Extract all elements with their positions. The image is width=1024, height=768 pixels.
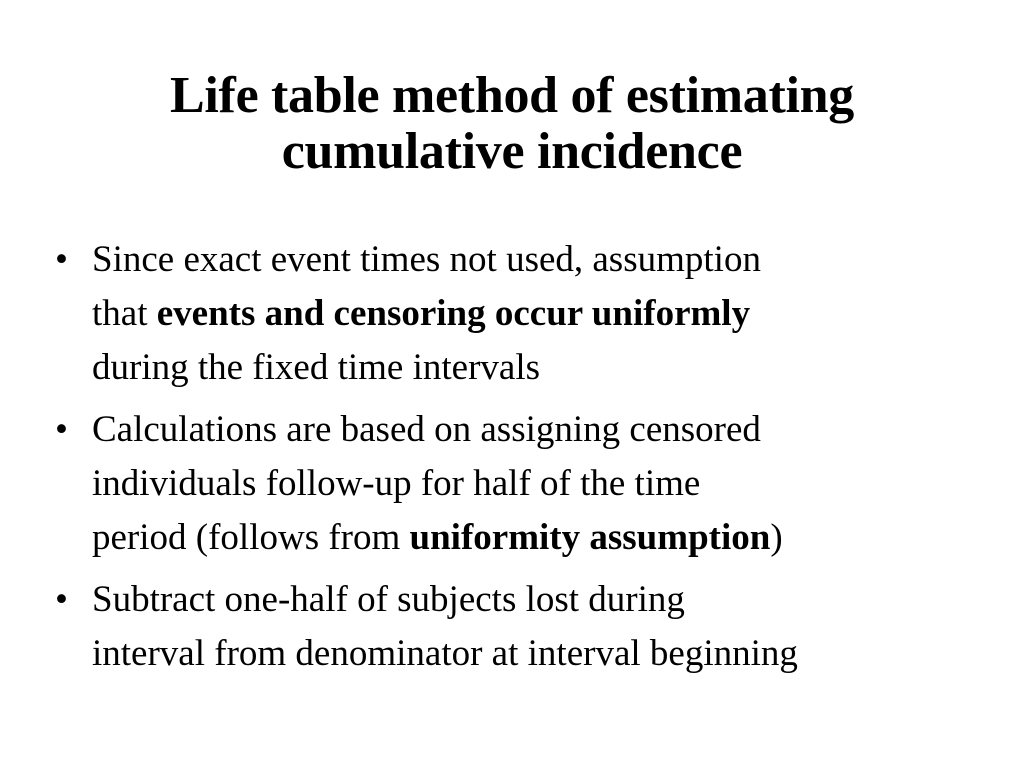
bullet-1-line-2 <box>92 287 985 341</box>
bullet-3-line-2: interval from denominator at interval beginning <box>92 633 798 674</box>
bullet-2-emphasis: uniformity assumption <box>409 517 771 558</box>
bullet-item-3 <box>55 573 985 681</box>
bullet-item-1 <box>55 233 985 395</box>
bullet-2-line-2: individuals follow-up for half of the time <box>92 463 701 504</box>
bullet-2-line-1: Calculations are based on assigning censored <box>92 409 761 450</box>
bullet-2-line-3-text: period (follows from <box>92 517 410 558</box>
bullet-1-emphasis: events and censoring occur uniformly <box>156 293 751 334</box>
slide-title-line-1: Life table method of estimating <box>170 67 854 124</box>
bullet-list <box>55 233 985 689</box>
bullet-1-line-1: Since exact event times not used, assumption <box>92 239 761 280</box>
slide-title <box>60 67 964 180</box>
bullet-item-2 <box>55 403 985 565</box>
bullet-dot-icon: • <box>55 409 68 450</box>
bullet-dot-icon: • <box>55 239 68 280</box>
bullet-dot-icon: • <box>55 579 68 620</box>
bullet-3-line-1: Subtract one-half of subjects lost during <box>92 579 685 620</box>
bullet-1-line-3: during the fixed time intervals <box>92 347 540 388</box>
slide-title-line-2: cumulative incidence <box>281 123 743 180</box>
bullet-1-line-2-text: that <box>92 293 157 334</box>
bullet-2-line-3-end: ) <box>770 517 783 558</box>
bullet-2-line-3 <box>92 511 985 565</box>
